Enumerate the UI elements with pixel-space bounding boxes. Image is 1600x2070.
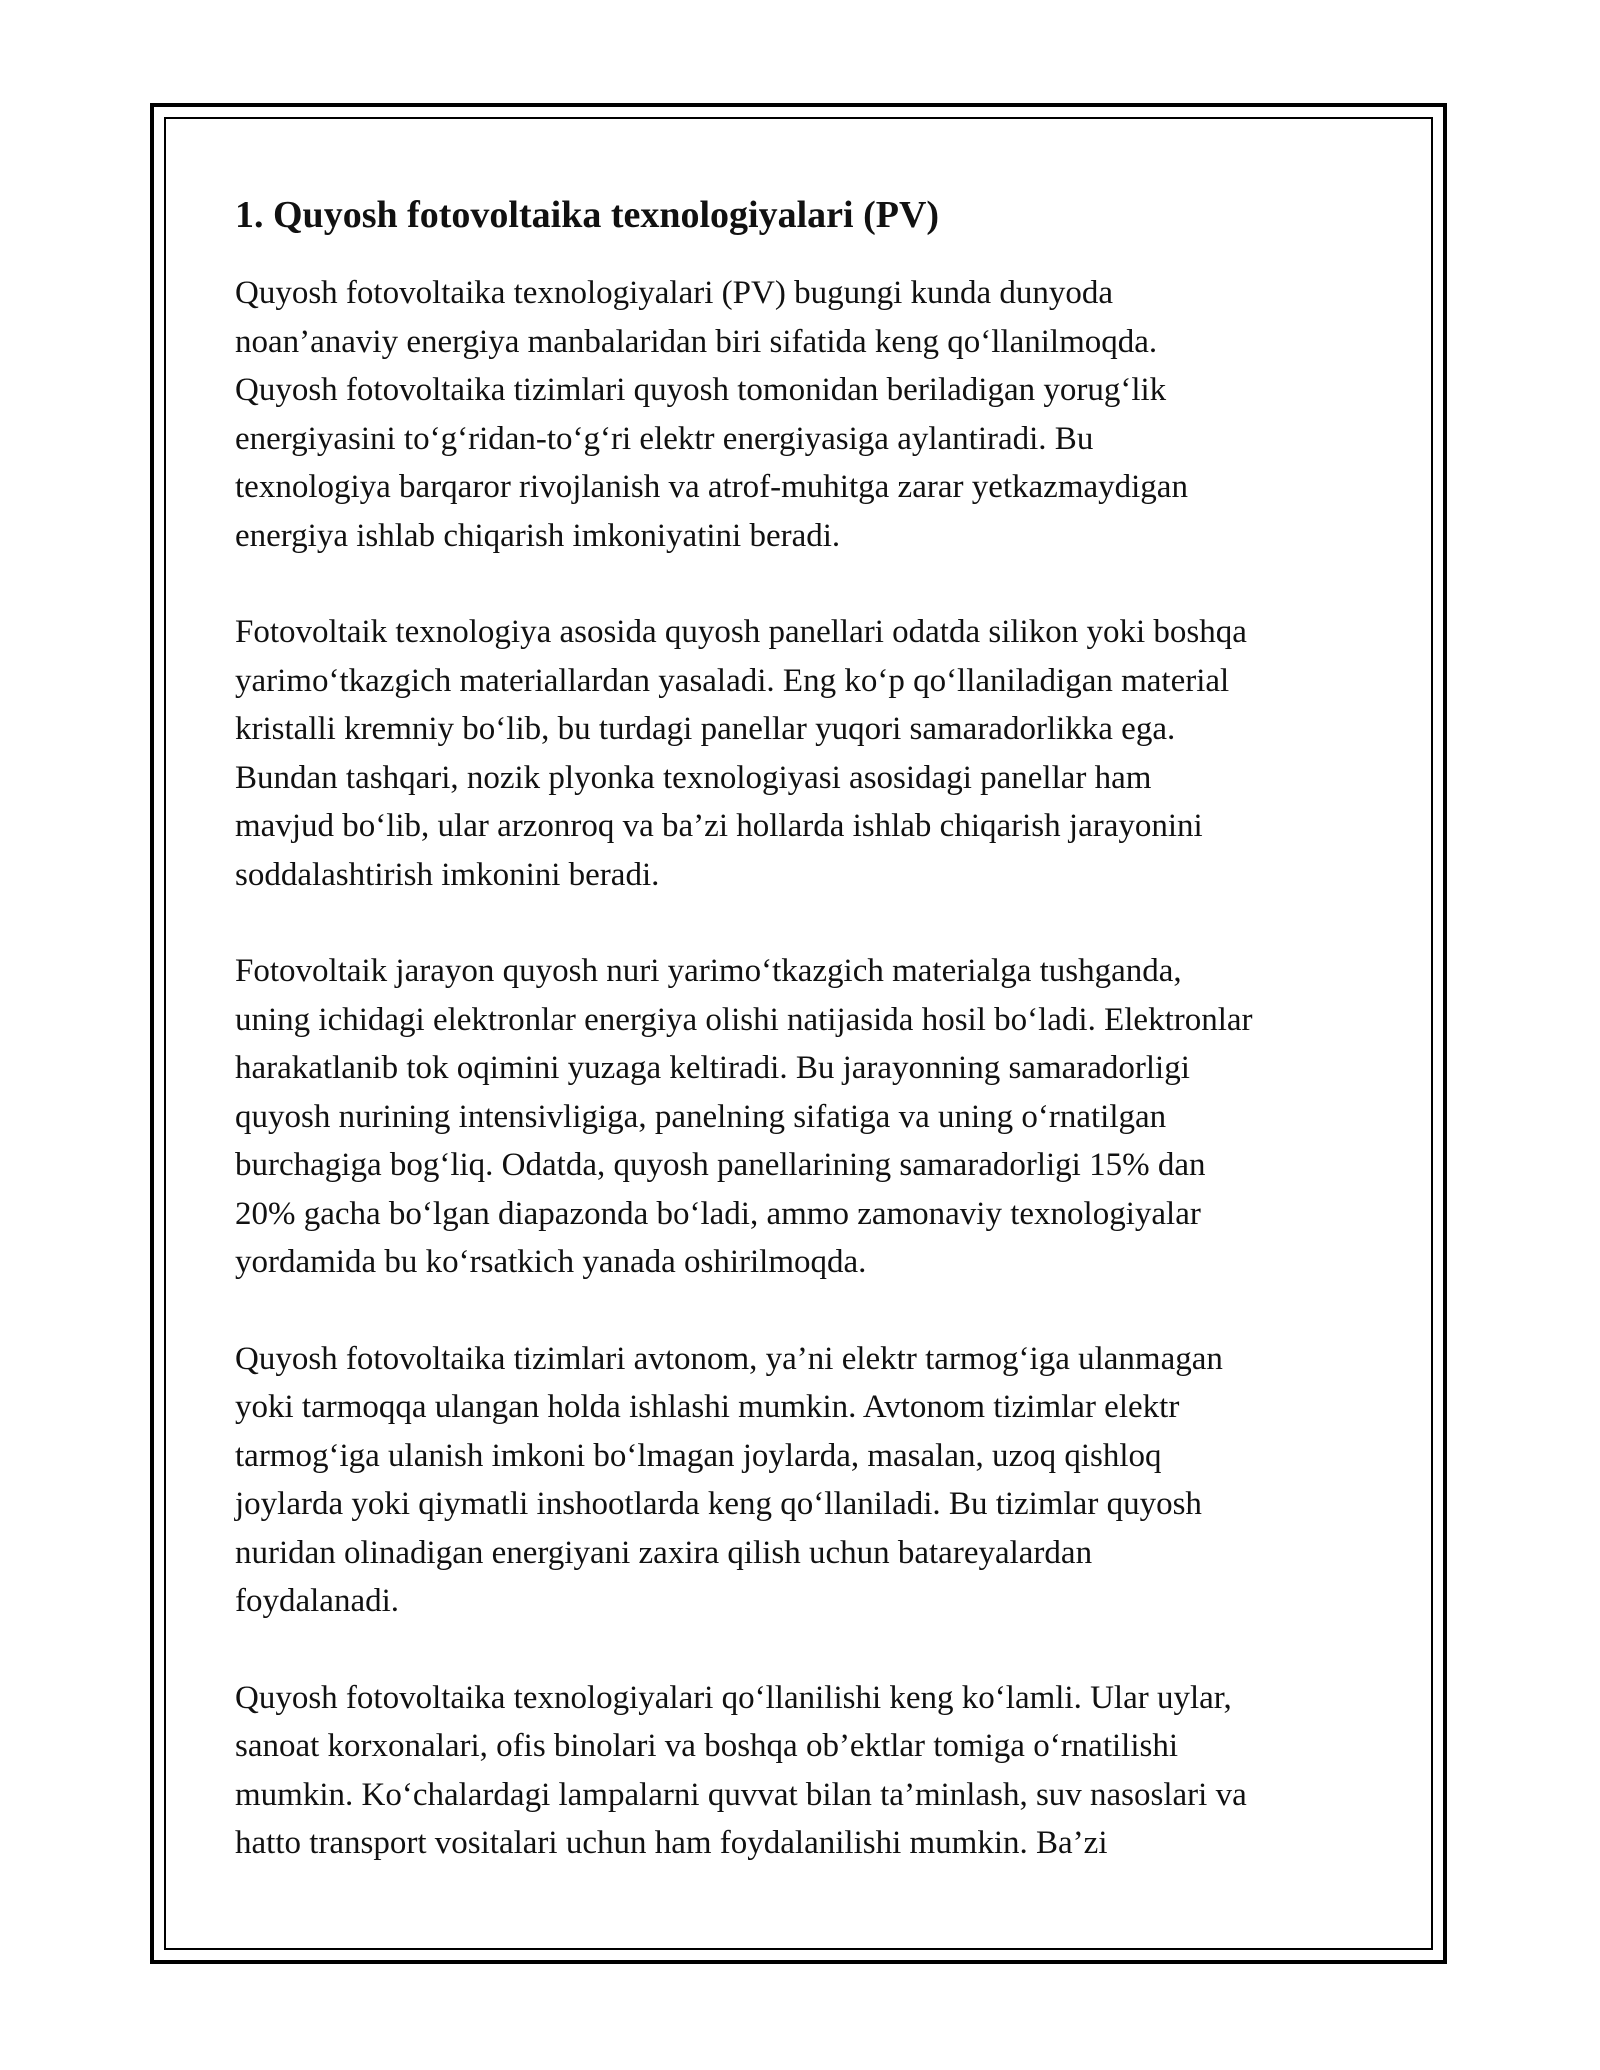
- text-line: tarmog‘iga ulanish imkoni bo‘lmagan joylarda, masalan, uzoq qishloq: [235, 1437, 1162, 1474]
- paragraph: [235, 1674, 1385, 1868]
- paragraph-list: [235, 269, 1385, 1868]
- text-line: Quyosh fotovoltaika tizimlari quyosh tomonidan beriladigan yorug‘lik: [235, 372, 1167, 408]
- text-line: texnologiya barqaror rivojlanish va atrof-muhitga zarar yetkazmaydigan: [235, 469, 1188, 505]
- text-line: nuridan olinadigan energiyani zaxira qilish uchun batareyalardan: [235, 1534, 1093, 1571]
- text-line: Quyosh fotovoltaika texnologiyalari qo‘llanilishi keng ko‘lamli. Ular uylar,: [235, 1679, 1232, 1716]
- text-line: hatto transport vositalari uchun ham foydalanilishi mumkin. Ba’zi: [235, 1825, 1108, 1861]
- text-line: soddalashtirish imkonini beradi.: [235, 856, 660, 893]
- paragraph: [235, 947, 1385, 1287]
- text-line: harakatlanib tok oqimini yuzaga keltiradi. Bu jarayonning samaradorligi: [235, 1050, 1190, 1086]
- paragraph: [235, 269, 1385, 560]
- text-line: joylarda yoki qiymatli inshootlarda keng qo‘llaniladi. Bu tizimlar quyosh: [235, 1486, 1202, 1522]
- text-line: energiyasini to‘g‘ridan-to‘g‘ri elektr energiyasiga aylantiradi. Bu: [235, 420, 1094, 457]
- text-line: Fotovoltaik texnologiya asosida quyosh panellari odatda silikon yoki boshqa: [235, 614, 1247, 650]
- text-line: uning ichidagi elektronlar energiya olishi natijasida hosil bo‘ladi. Elektronlar: [235, 1001, 1253, 1038]
- text-line: sanoat korxonalari, ofis binolari va boshqa ob’ektlar tomiga o‘rnatilishi: [235, 1728, 1179, 1764]
- text-line: energiya ishlab chiqarish imkoniyatini beradi.: [235, 517, 841, 554]
- text-line: mavjud bo‘lib, ular arzonroq va ba’zi hollarda ishlab chiqarish jarayonini: [235, 808, 1203, 844]
- text-line: quyosh nurining intensivligiga, panelning sifatiga va uning o‘rnatilgan: [235, 1098, 1167, 1135]
- text-line: Fotovoltaik jarayon quyosh nuri yarimo‘tkazgich materialga tushganda,: [235, 953, 1182, 989]
- document-body: [235, 185, 1385, 1916]
- text-line: foydalanadi.: [235, 1583, 400, 1619]
- text-line: noan’anaviy energiya manbalaridan biri sifatida keng qo‘llanilmoqda.: [235, 323, 1158, 360]
- text-line: burchagiga bog‘liq. Odatda, quyosh panellarining samaradorligi 15% dan: [235, 1147, 1206, 1183]
- text-line: Quyosh fotovoltaika texnologiyalari (PV) bugungi kunda dunyoda: [235, 275, 1114, 311]
- section-heading: 1. Quyosh fotovoltaika texnologiyalari (PV): [235, 194, 940, 236]
- text-line: kristalli kremniy bo‘lib, bu turdagi panellar yuqori samaradorlikka ega.: [235, 711, 1176, 747]
- paragraph: [235, 1335, 1385, 1626]
- text-line: 20% gacha bo‘lgan diapazonda bo‘ladi, ammo zamonaviy texnologiyalar: [235, 1195, 1201, 1232]
- text-line: Quyosh fotovoltaika tizimlari avtonom, ya’ni elektr tarmog‘iga ulanmagan: [235, 1340, 1223, 1377]
- paragraph: [235, 608, 1385, 899]
- text-line: Bundan tashqari, nozik plyonka texnologiyasi asosidagi panellar ham: [235, 759, 1152, 796]
- text-line: yordamida bu ko‘rsatkich yanada oshirilmoqda.: [235, 1244, 867, 1280]
- text-line: yoki tarmoqqa ulangan holda ishlashi mumkin. Avtonom tizimlar elektr: [235, 1389, 1180, 1425]
- text-line: mumkin. Ko‘chalardagi lampalarni quvvat bilan ta’minlash, suv nasoslari va: [235, 1776, 1247, 1813]
- text-line: yarimo‘tkazgich materiallardan yasaladi. Eng ko‘p qo‘llaniladigan material: [235, 662, 1230, 699]
